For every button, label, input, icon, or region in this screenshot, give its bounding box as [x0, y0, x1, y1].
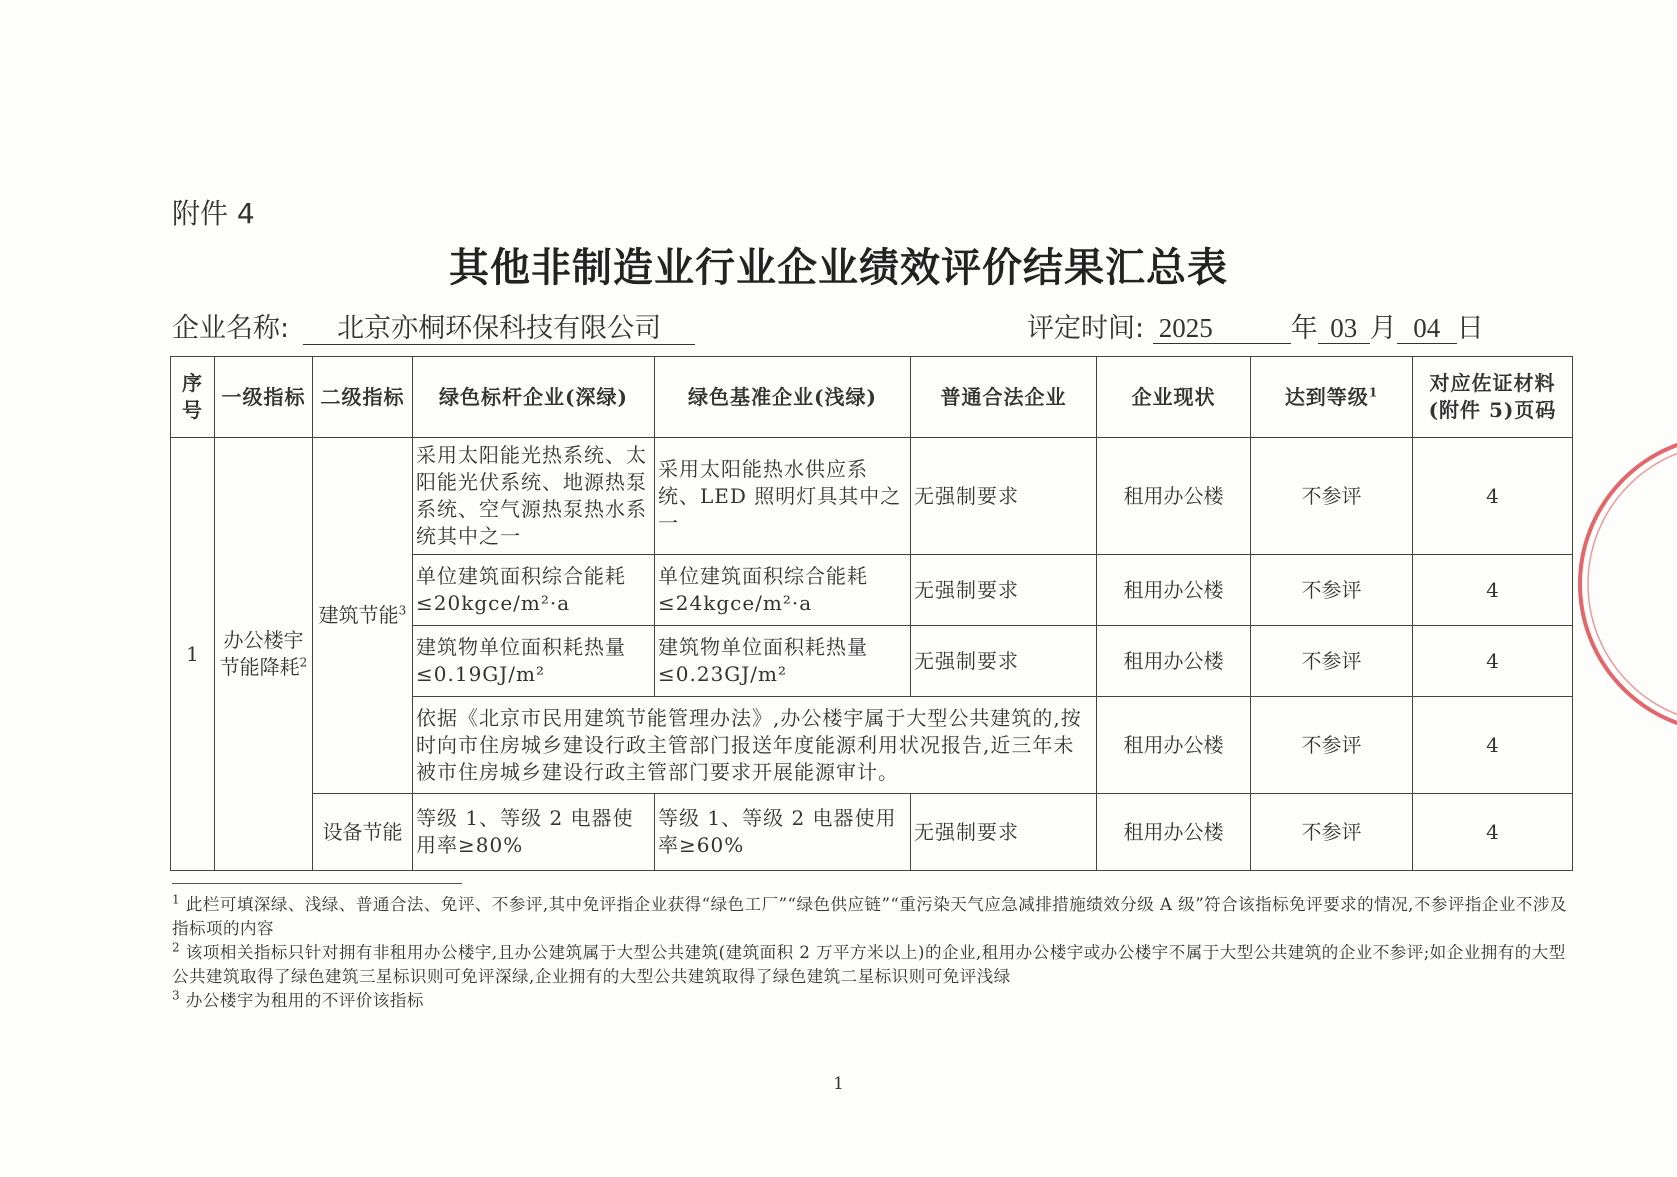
light-green-cell: 采用太阳能热水供应系统、LED 照明灯具其中之一: [655, 438, 911, 555]
grade-cell: 不参评: [1251, 794, 1413, 871]
page-number: 1: [833, 1074, 844, 1094]
header-pages: [1413, 357, 1573, 438]
footnote: [172, 941, 1574, 989]
ordinary-cell: 无强制要求: [911, 555, 1097, 626]
page-cell: 4: [1413, 626, 1573, 697]
footnote: [172, 989, 1574, 1013]
header-ordinary: 普通合法企业: [911, 357, 1097, 438]
footnote-divider: [172, 883, 462, 884]
evaluation-table: [170, 356, 1573, 871]
page-cell: 4: [1413, 438, 1573, 555]
level2-building-sup: 3: [398, 603, 407, 618]
page-cell: 4: [1413, 697, 1573, 794]
status-cell: 租用办公楼: [1097, 697, 1251, 794]
status-cell: 租用办公楼: [1097, 794, 1251, 871]
header-light-green: 绿色基准企业(浅绿): [655, 357, 911, 438]
ordinary-cell: 无强制要求: [911, 438, 1097, 555]
header-level2: 二级指标: [313, 357, 413, 438]
footnote-num: 2: [172, 940, 181, 955]
light-green-cell: 等级 1、等级 2 电器使用率≥60%: [655, 794, 911, 871]
header-grade: [1251, 357, 1413, 438]
grade-cell: 不参评: [1251, 697, 1413, 794]
status-cell: 租用办公楼: [1097, 626, 1251, 697]
date-day: 04: [1397, 313, 1457, 344]
level2-equipment-cell: 设备节能: [313, 794, 413, 871]
company-line: [172, 306, 695, 345]
light-green-cell: [655, 626, 911, 697]
merged-requirement-cell: 依据《北京市民用建筑节能管理办法》,办公楼宇属于大型公共建筑的,按时向市住房城乡建设行政主管部门报送年度能源利用状况报告,近三年未被市住房城乡建设行政主管部门要求开展能源审计。: [413, 697, 1097, 794]
page-cell: 4: [1413, 555, 1573, 626]
footnote-num: 1: [172, 892, 181, 907]
footnote-num: 3: [172, 988, 181, 1003]
header-grade-text: 达到等级: [1284, 384, 1369, 409]
table-header-row: [171, 357, 1573, 438]
table-row: [171, 794, 1573, 871]
date-line: [1027, 306, 1484, 345]
header-status: 企业现状: [1097, 357, 1251, 438]
header-seq: 序号: [171, 357, 215, 438]
grade-cell: 不参评: [1251, 626, 1413, 697]
date-year-unit: 年: [1290, 313, 1318, 344]
dark-green-cell: 采用太阳能光热系统、太阳能光伏系统、地源热泵系统、空气源热泵热水系统其中之一: [413, 438, 655, 555]
level1-sup: 2: [299, 655, 308, 670]
seal-ring: [1580, 436, 1677, 732]
header-grade-sup: 1: [1368, 384, 1379, 399]
footnotes: [172, 893, 1574, 1013]
seq-cell: 1: [171, 438, 215, 871]
date-year: 2025: [1153, 313, 1291, 344]
light-green-line1: 建筑物单位面积耗热量: [658, 635, 868, 659]
date-month-unit: 月: [1369, 313, 1397, 344]
company-name: 北京亦桐环保科技有限公司: [303, 314, 695, 345]
page-title: 其他非制造业行业企业绩效评价结果汇总表: [449, 245, 1228, 291]
grade-cell: 不参评: [1251, 438, 1413, 555]
company-label: 企业名称:: [172, 313, 290, 344]
ordinary-cell: 无强制要求: [911, 626, 1097, 697]
seal-inner-ring: [1588, 444, 1677, 724]
status-cell: 租用办公楼: [1097, 555, 1251, 626]
footnote-text: 办公楼宇为租用的不评价该指标: [185, 991, 424, 1010]
light-green-line1: 单位建筑面积综合能耗: [658, 564, 868, 588]
level2-building-text: 建筑节能: [318, 603, 399, 627]
date-month: 03: [1318, 313, 1370, 344]
dark-green-cell: 等级 1、等级 2 电器使用率≥80%: [413, 794, 655, 871]
date-label: 评定时间:: [1027, 313, 1145, 344]
dark-green-line2: ≤0.19GJ/m²: [416, 662, 546, 686]
footnote: [172, 893, 1574, 941]
status-cell: 租用办公楼: [1097, 438, 1251, 555]
level1-cell: [215, 438, 313, 871]
footnote-text: 此栏可填深绿、浅绿、普通合法、免评、不参评,其中免评指企业获得“绿色工厂”“绿色供应链”“重污染天气应急减排措施绩效分级 A 级”符合该指标免评要求的情况,不参评指企业不涉及指标项的内容: [172, 895, 1567, 938]
grade-cell: 不参评: [1251, 555, 1413, 626]
page-cell: 4: [1413, 794, 1573, 871]
dark-green-cell: [413, 626, 655, 697]
company-seal-stamp: [1578, 454, 1677, 714]
light-green-line2: ≤0.23GJ/m²: [658, 662, 788, 686]
level1-text: 办公楼宇节能降耗: [219, 628, 304, 679]
header-dark-green: 绿色标杆企业(深绿): [413, 357, 655, 438]
header-level1: 一级指标: [215, 357, 313, 438]
dark-green-line1: 单位建筑面积综合能耗: [416, 564, 626, 588]
header-pages-line2: (附件 5)页码: [1428, 398, 1557, 422]
light-green-cell: [655, 555, 911, 626]
dark-green-line2: ≤20kgce/m²·a: [416, 591, 571, 615]
dark-green-cell: [413, 555, 655, 626]
attachment-label: 附件 4: [172, 197, 255, 230]
table-row: [171, 438, 1573, 555]
date-day-unit: 日: [1456, 313, 1484, 344]
header-pages-line1: 对应佐证材料: [1429, 371, 1556, 395]
dark-green-line1: 建筑物单位面积耗热量: [416, 635, 626, 659]
level2-building-cell: [313, 438, 413, 794]
ordinary-cell: 无强制要求: [911, 794, 1097, 871]
footnote-text: 该项相关指标只针对拥有非租用办公楼宇,且办公建筑属于大型公共建筑(建筑面积 2 万平方米以上)的企业,租用办公楼宇或办公楼宇不属于大型公共建筑的企业不参评;如企业拥有的大型公共建筑取得了绿色建筑三星标识则可免评深绿,企业拥有的大型公共建筑取得了绿色建筑二星标识则可免评浅绿: [172, 943, 1566, 986]
light-green-line2: ≤24kgce/m²·a: [658, 591, 813, 615]
